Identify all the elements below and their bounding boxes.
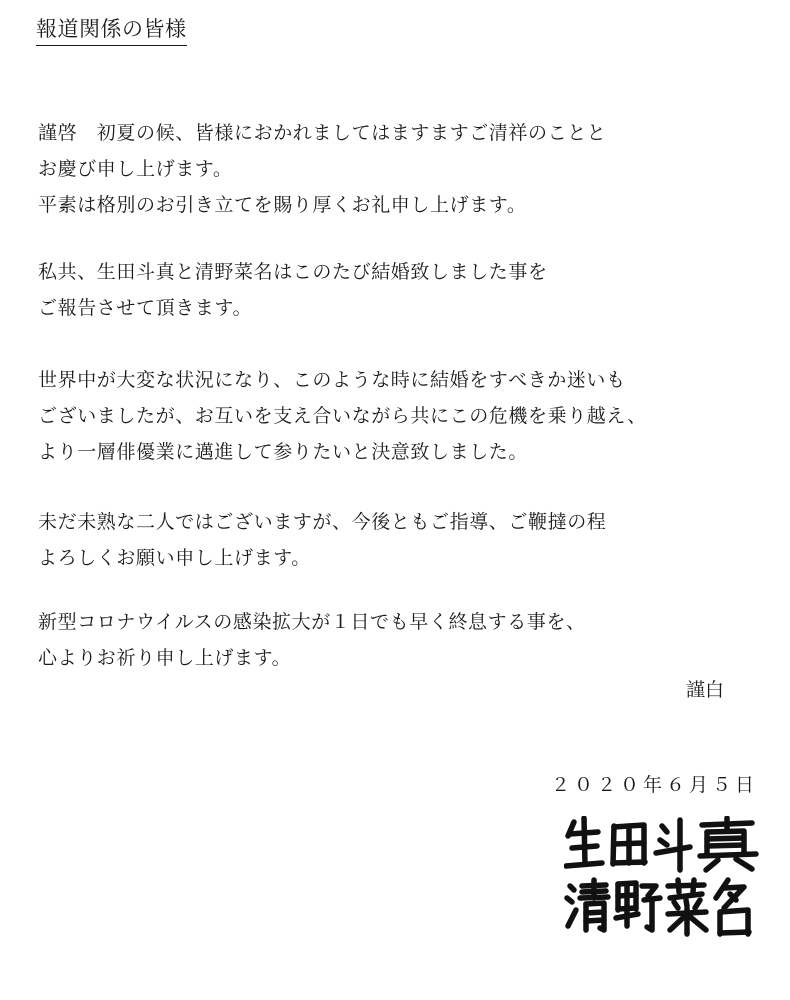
paragraph-line: 平素は格別のお引き立てを賜り厚くお礼申し上げます。 xyxy=(38,194,527,216)
announcement-paragraph xyxy=(38,254,548,326)
paragraph-line: よろしくお願い申し上げます。 xyxy=(38,547,311,569)
paragraph-line: 私共、生田斗真と清野菜名はこのたび結婚致しました事を xyxy=(38,261,548,283)
paragraph-line: お慶び申し上げます。 xyxy=(38,158,233,180)
greeting-paragraph xyxy=(38,115,606,223)
letter-date: ２０２０年６月５日 xyxy=(551,774,759,796)
handwritten-signature xyxy=(564,816,760,946)
letter-heading: 報道関係の皆様 xyxy=(36,14,187,46)
wish-paragraph xyxy=(38,604,586,676)
closing-phrase: 謹白 xyxy=(686,679,725,701)
request-paragraph xyxy=(38,504,606,576)
paragraph-line: ご報告させて頂きます。 xyxy=(38,297,253,319)
paragraph-line: 世界中が大変な状況になり、このような時に結婚をすべきか迷いも xyxy=(38,369,626,391)
paragraph-line: 謹啓 初夏の候、皆様におかれましてはますますご清祥のことと xyxy=(38,122,607,144)
paragraph-line: 心よりお祈り申し上げます。 xyxy=(38,647,292,669)
paragraph-line: 未だ未熟な二人ではございますが、今後ともご指導、ご鞭撻の程 xyxy=(38,511,607,533)
resolution-paragraph xyxy=(38,362,647,470)
paragraph-line: より一層俳優業に邁進して参りたいと決意致しました。 xyxy=(38,441,529,463)
paragraph-line: 新型コロナウイルスの感染拡大が１日でも早く終息する事を、 xyxy=(38,611,586,633)
paragraph-line: ございましたが、お互いを支え合いながら共にこの危機を乗り越え、 xyxy=(38,405,647,427)
signature-drawing xyxy=(564,816,760,946)
